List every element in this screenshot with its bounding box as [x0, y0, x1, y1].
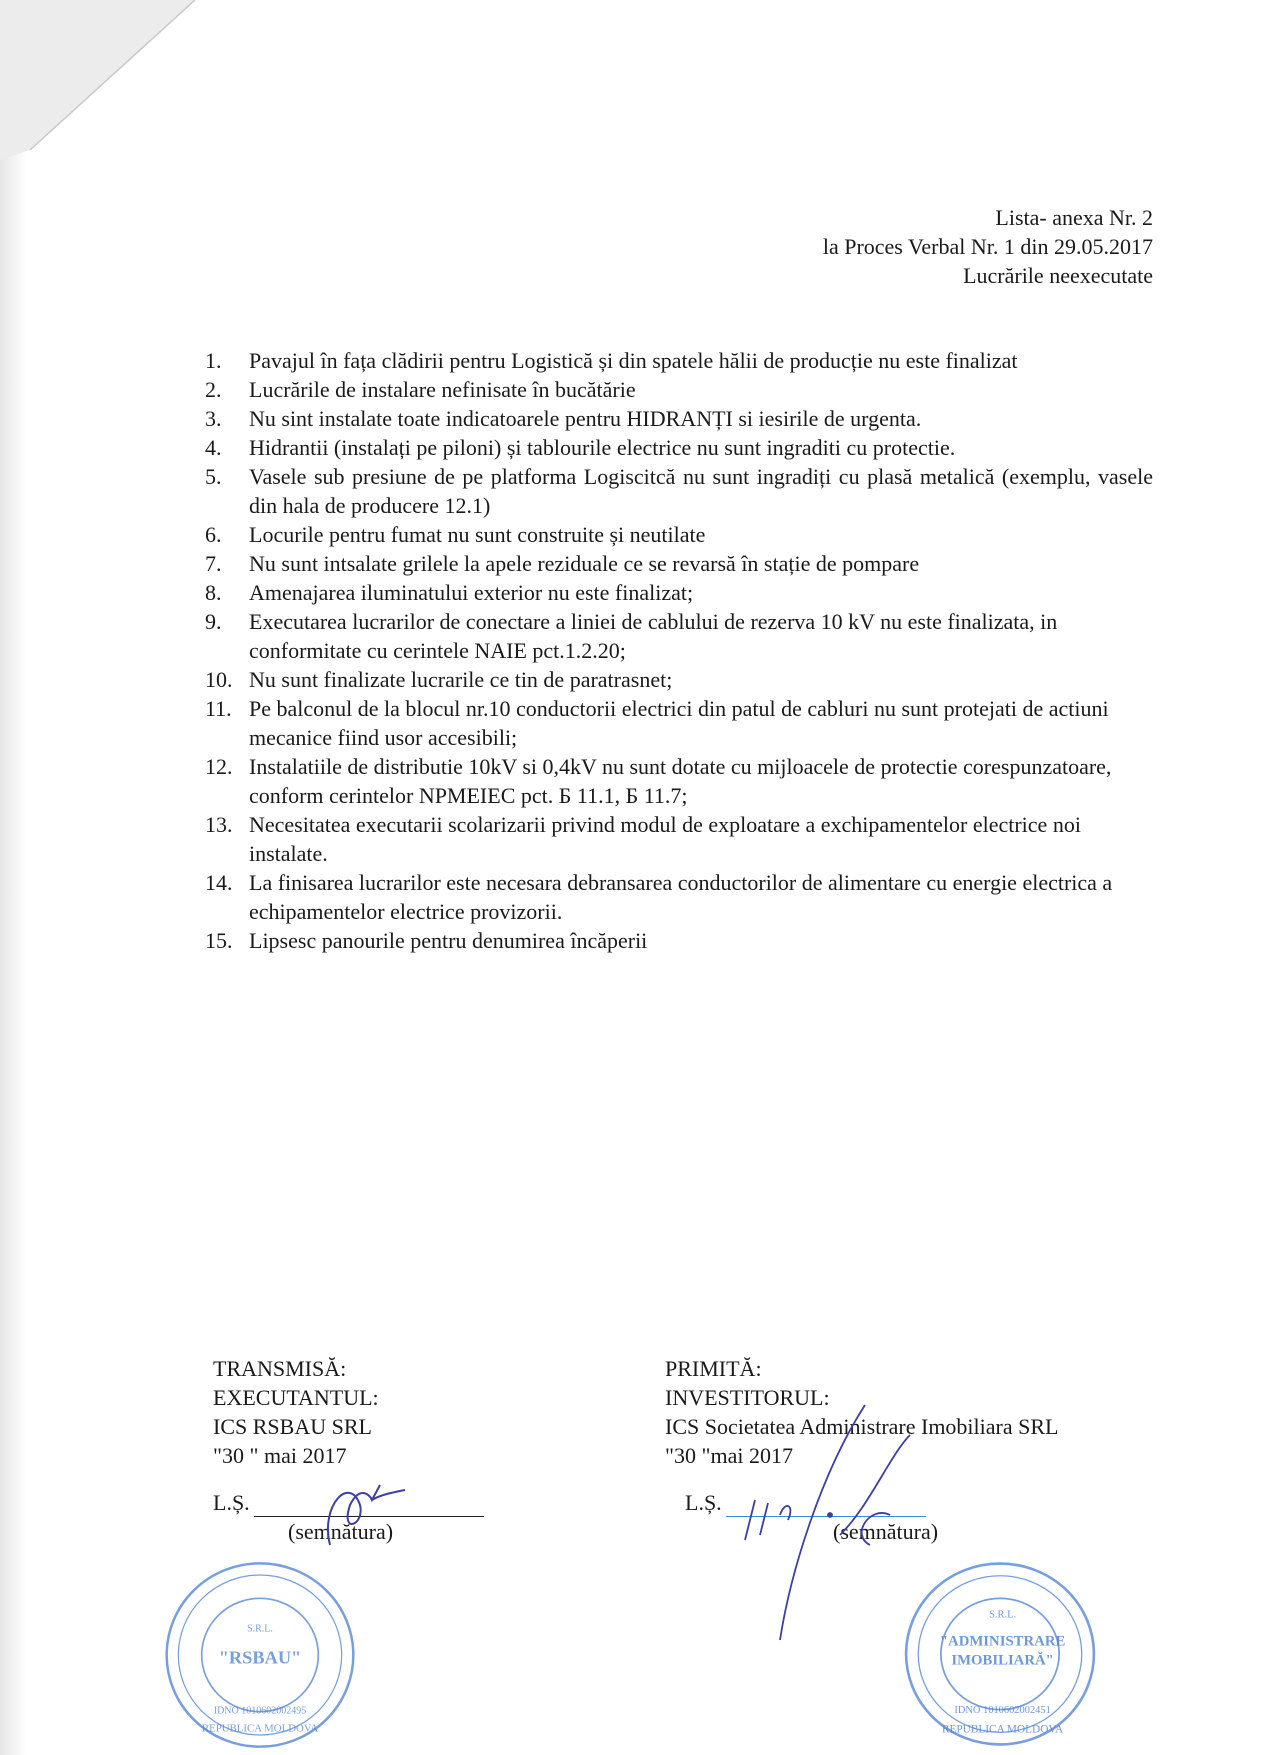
list-item	[205, 549, 1153, 578]
svg-text:REPUBLICA MOLDOVA: REPUBLICA MOLDOVA	[941, 1723, 1064, 1736]
date: "30 " mai 2017	[213, 1443, 347, 1468]
list-item	[205, 520, 1153, 549]
annex-reference: la Proces Verbal Nr. 1 din 29.05.2017	[822, 234, 1153, 259]
item-text: Nu sunt finalizate lucrarile ce tin de paratrasnet;	[249, 667, 673, 692]
item-text: Nu sunt intsalate grilele la apele reziduale ce se revarsă în stație de pompare	[249, 551, 920, 576]
ls-label: L.Ș.	[685, 1490, 722, 1515]
item-number: 7.	[205, 551, 222, 576]
item-number: 9.	[205, 609, 222, 634]
item-text: Pavajul în fața clădirii pentru Logistică și din spatele hălii de producție nu este finalizat	[249, 348, 1018, 373]
list-item	[205, 694, 1153, 752]
unfinished-works-list	[205, 346, 1153, 955]
svg-text:REPUBLICA MOLDOVA: REPUBLICA MOLDOVA	[201, 1722, 319, 1735]
date: "30 "mai 2017	[665, 1443, 793, 1468]
annex-title: Lista- anexa Nr. 2	[995, 205, 1153, 230]
item-text: Hidrantii (instalați pe piloni) și tablourile electrice nu sunt ingraditi cu protectie.	[249, 435, 956, 460]
list-item	[205, 346, 1153, 375]
signature-caption: (semnătura)	[288, 1519, 394, 1544]
left-signature	[310, 1465, 420, 1555]
party-label: EXECUTANTUL:	[213, 1385, 379, 1410]
item-text: Nu sint instalate toate indicatoarele pentru HIDRANȚI si iesirile de urgenta.	[249, 406, 922, 431]
item-text: Lucrările de instalare nefinisate în bucătărie	[249, 377, 636, 402]
list-item	[205, 868, 1153, 926]
item-number: 10.	[205, 667, 233, 692]
role-label: TRANSMISĂ:	[213, 1356, 347, 1381]
ls-label: L.Ș.	[213, 1490, 250, 1515]
svg-text:S.R.L.: S.R.L.	[989, 1609, 1017, 1621]
signature-caption: (semnătura)	[833, 1519, 939, 1544]
item-text: Pe balconul de la blocul nr.10 conductorii electrici din patul de cabluri nu sunt protejati de actiuni mecanice fiind usor accesibili;	[249, 696, 1109, 750]
scan-edge	[0, 0, 26, 1755]
item-number: 5.	[205, 464, 222, 489]
item-text: Instalatiile de distributie 10kV si 0,4kV nu sunt dotate cu mijloacele de protectie corespunzatoare, conform cerintelor NPMEIEC pct. Б 11.1, Б 11.7;	[249, 754, 1112, 808]
list-item	[205, 665, 1153, 694]
svg-text:"RSBAU": "RSBAU"	[218, 1647, 302, 1668]
item-number: 4.	[205, 435, 222, 460]
item-number: 15.	[205, 928, 233, 953]
item-number: 6.	[205, 522, 222, 547]
svg-text:S.R.L.: S.R.L.	[247, 1623, 273, 1635]
item-number: 2.	[205, 377, 222, 402]
right-signature	[720, 1395, 980, 1645]
item-number: 13.	[205, 812, 233, 837]
item-text: Amenajarea iluminatului exterior nu este finalizat;	[249, 580, 694, 605]
party-label: INVESTITORUL:	[665, 1385, 830, 1410]
list-item	[205, 404, 1153, 433]
item-number: 8.	[205, 580, 222, 605]
svg-text:IDNO 1010602002495: IDNO 1010602002495	[213, 1705, 307, 1717]
list-item	[205, 433, 1153, 462]
item-text: Vasele sub presiune de pe platforma Logiscitcă nu sunt ingradiți cu plasă metalică (exemplu, vasele din hala de producere 12.1)	[249, 464, 1153, 518]
list-item	[205, 578, 1153, 607]
item-text: Necesitatea executarii scolarizarii privind modul de exploatare a exchipamentelor electrice noi instalate.	[249, 812, 1081, 866]
item-number: 1.	[205, 348, 222, 373]
list-item	[205, 375, 1153, 404]
item-number: 14.	[205, 870, 233, 895]
item-text: Executarea lucrarilor de conectare a liniei de cablului de rezerva 10 kV nu este finalizata, in conformitate cu cerintele NAIE pct.1.2.20;	[249, 609, 1058, 663]
item-number: 11.	[205, 696, 232, 721]
role-label: PRIMITĂ:	[665, 1356, 762, 1381]
item-text: La finisarea lucrarilor este necesara debransarea conductorilor de alimentare cu energie electrica a echipamentelor electrice provizorii.	[249, 870, 1113, 924]
list-item	[205, 926, 1153, 955]
svg-text:"ADMINISTRARE: "ADMINISTRARE	[939, 1633, 1066, 1650]
item-number: 12.	[205, 754, 233, 779]
document-header	[823, 203, 1153, 290]
list-item	[205, 607, 1153, 665]
list-item	[205, 462, 1153, 520]
annex-subject: Lucrările neexecutate	[963, 263, 1153, 288]
list-item	[205, 752, 1153, 810]
item-text: Lipsesc panourile pentru denumirea încăperii	[249, 928, 648, 953]
folded-corner	[0, 0, 200, 160]
item-number: 3.	[205, 406, 222, 431]
svg-text:IDNO 1010602002451: IDNO 1010602002451	[954, 1705, 1051, 1717]
list-item	[205, 810, 1153, 868]
company-name: ICS RSBAU SRL	[213, 1414, 372, 1439]
svg-text:IMOBILIARĂ": IMOBILIARĂ"	[951, 1652, 1054, 1669]
company-name: ICS Societatea Administrare Imobiliara SRL	[665, 1414, 1059, 1439]
left-company-stamp	[160, 1558, 360, 1752]
item-text: Locurile pentru fumat nu sunt construite și neutilate	[249, 522, 706, 547]
